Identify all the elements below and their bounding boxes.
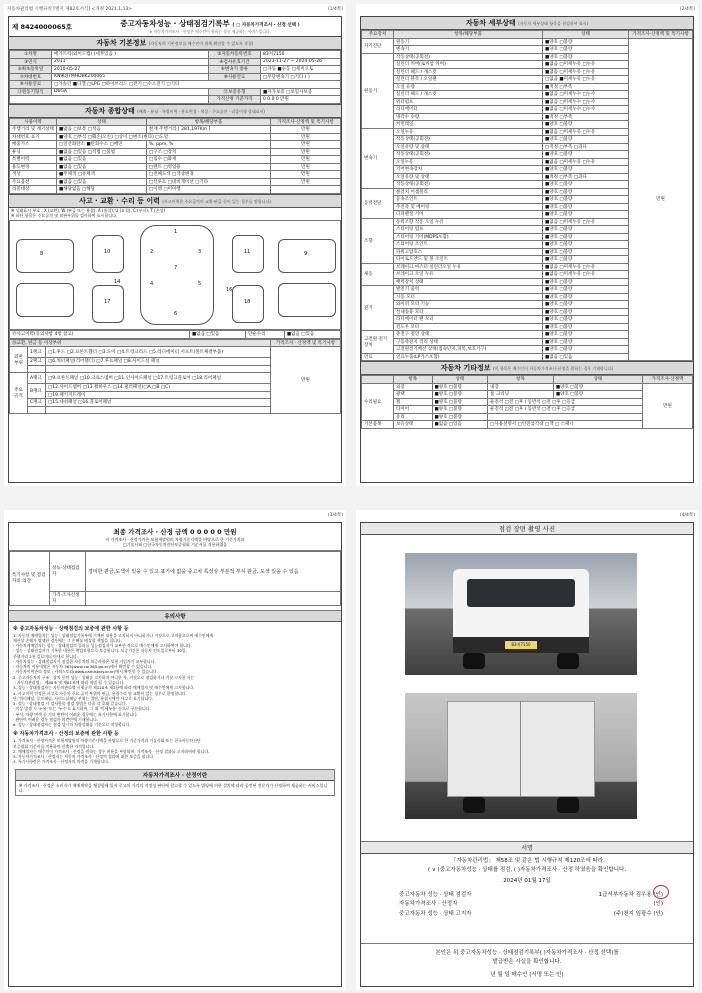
table-row: ⑪원동기형식 D6GA ⑫보증유형 ■자가보증 □보험사보증 xyxy=(10,88,341,96)
price-line: 1. 가격조사 · 산정가격은 보험개발원의 차량기준가액을 바탕으로 한 기준가격과 기술사회 또는 한국자동차진단 xyxy=(13,738,201,744)
item-status: ■없음 □미세누수 □누수 xyxy=(543,98,629,106)
item-status: ■양호 □불량 xyxy=(543,286,629,294)
item-status: ■양호 □불량 xyxy=(543,346,629,354)
car-side-left-icon xyxy=(16,239,74,273)
item-label: 변속기 xyxy=(394,46,543,54)
part-number: 11 xyxy=(244,249,251,256)
detail-header: 자동차 세부상태 (자동차 세부상태 항목을 점검하여 표시) xyxy=(361,17,693,30)
item-status: ■양호 □불량 xyxy=(543,196,629,204)
item-status: ■양호 □불량 xyxy=(543,331,629,339)
part-number: 7 xyxy=(174,265,178,272)
caution-line: · 판단이 어려운 경우 점검자 의견란에 기재합니다. xyxy=(13,716,99,722)
table-row: 외판부위 1랭크 □1.후드 □2.프론트휀더 □3.도어 □4.트렁크리드 □5.라디에이터 서포트(볼트체결부품) 만원 xyxy=(10,347,341,358)
table-row: 배출가스 □일산화탄소 ■탄화수소 □매연 %, ppm, % 만원 xyxy=(10,141,341,149)
item-status: ■없음 □미세누유 □누유 xyxy=(543,271,629,279)
item-status: ■양호 □불량 xyxy=(543,308,629,316)
receipt-line-3: 년 월 일 매수인 (서명 또는 인) xyxy=(490,971,564,978)
table-row: ⑲사고이력(유의사항 4항 참고) ■없음 □있음 단순수리 ■없음 □있음 xyxy=(10,331,341,339)
item-status: ■양호 □불량 xyxy=(543,53,629,61)
item-label: 오일유량 및 상태 xyxy=(394,143,543,151)
item-status: ■없음 □미세누유 □누유 xyxy=(543,263,629,271)
page-meta: 자동차관리법 시행규칙 [별지 제82호서식] <개정 2021.1.13> xyxy=(7,7,133,12)
item-label: 스티어링 조인트 xyxy=(394,241,543,249)
table-row: □19.패키지트레이 xyxy=(10,391,341,399)
price-box: 자동차가격조사 · 산정이란 ※ 가격조사 · 산정은 소비자가 매매계약을 체결함에 있어 중고차 가격의 적정성 판단에 참고할 수 있도록 법령에 의한 절차에 따라 공인된 전문가가 산정하여 제공하는 서비스입니다. xyxy=(15,769,335,796)
item-label: 스티어링 기어(MDPS포함) xyxy=(394,233,543,241)
truck-front-photo xyxy=(405,553,637,675)
form-frame xyxy=(8,16,342,483)
item-label: 시동 모터 xyxy=(394,293,543,301)
page-number: (3/4쪽) xyxy=(327,513,343,518)
item-status: ■양호 □불량 xyxy=(543,211,629,219)
caution-line: · 성능 · 상태점검자가 기록한 내용은 책임보험으로 보증합니다. 보증기간은 자동차 인도일로부터 30일, xyxy=(13,648,187,654)
summary-header: 자동차 종합상태 (배출 · 튜닝 · 특별이력 · 용도변경 · 색상 · 주요옵션 · 리콜이행 상태표시) xyxy=(9,104,341,118)
item-label: 파워고압호스 xyxy=(394,248,543,256)
item-label: 발전기 출력 xyxy=(394,286,543,294)
etc-header: 자동차 기타정보 (이 항목은 매수인이 자동차가격조사·산정을 원하는 경우 기재합니다) xyxy=(361,361,693,375)
item-status: ■양호 □불량 xyxy=(543,203,629,211)
doc-number: 제 8424000065호 xyxy=(12,23,73,31)
final-price: 최종 가격조사 · 산정 금액 0 0 0 0 0 만원 xyxy=(113,528,237,536)
accident-table xyxy=(9,330,341,339)
item-status: ■양호 □불량 xyxy=(543,241,629,249)
form-notice: ※ 자동차가격조사 · 산정은 매수인이 원하는 경우 제공하는 서비스입니다. xyxy=(149,29,271,34)
table-row: 주요골격 A랭크 □9.프론트패널 □10.크로스멤버 □11.인사이드패널 □17.트렁크플로어 □18.리어패널 xyxy=(10,373,341,384)
item-label: 냉각수 수량 xyxy=(394,113,543,121)
group-label: 조향 xyxy=(362,218,394,263)
item-status: ■없음 □미세누유 □누유 xyxy=(543,61,629,69)
item-label: 기어변속장치 xyxy=(394,166,543,174)
car-side-right-rear-icon xyxy=(278,283,336,317)
caution-line: · 자동차이력관리 정보 : 카히스토리(www.carhistory.or.kr)에서 확인할 수 있습니다. xyxy=(13,669,158,675)
form-frame xyxy=(8,522,342,987)
item-status: ■양호 □불량 xyxy=(543,316,629,324)
item-label: 디퍼렌셜 기어 xyxy=(394,211,543,219)
group-label: 고전원 전기장치 xyxy=(362,331,394,354)
form-frame xyxy=(360,522,694,987)
item-status: ■양호 □불량 xyxy=(543,338,629,346)
receipt-line-1: 본인은 위 중고자동차성능 · 상태점검기록부( )자동차가격조사 · 산정 선택)를 xyxy=(435,950,619,956)
table-row: ⑨사용연료 □가솔린 ■디젤 □LPG □하이브리드 □전기 □수소전기 □기타 xyxy=(10,81,341,89)
seal-stamp-icon xyxy=(653,885,669,899)
item-label: 워터펌프 xyxy=(394,98,543,106)
table-row: ⑤최초등록일 2010-05-27 ⑥변속기 종류 □자동 ■수동 □세미오토 xyxy=(10,66,341,74)
group-label: 원동기 xyxy=(362,53,394,128)
receipt-line-2: 발급받은 사실을 확인합니다. xyxy=(492,959,562,966)
item-label: 타이로드엔드 및 볼 조인트 xyxy=(394,256,543,264)
item-status: ■양호 □불량 xyxy=(543,151,629,159)
item-label: 실린더 블록 / 오일팬 xyxy=(394,76,543,84)
table-row: 색상 ■무채색 □유채색 □전체도색 □색상변경 만원 xyxy=(10,171,341,179)
table-row: 주행거리 및 계기상태 ■많음 □보통 □적음 현재 주행거리 [ 281,197Km ] 만원 xyxy=(10,126,341,134)
item-status: ■없음 □미세누유 □누유 xyxy=(543,68,629,76)
table-row: 2랭크 □6.쿼터패널(리어휀더) □7.루프패널 □8.사이드실 패널 xyxy=(10,358,341,366)
caution-line: 2. 중고자동차의 구조 · 장치 등의 성능 · 상태를 고지하지 아니한 자, 거짓으로 점검하거나 거짓 고지한 자는 xyxy=(13,674,195,680)
item-status: ■양호 □불량 xyxy=(543,136,629,144)
item-label: 실린더 커버(로커암 커버) xyxy=(394,61,543,69)
part-number: 16 xyxy=(226,287,233,294)
table-row: ③연식 2011 ④검사유효기간 2023-11-27 ~ 2024-05-26 xyxy=(10,58,341,66)
part-number: 1 xyxy=(174,229,178,236)
table-row: B랭크 □12.사이드멤버 □13.휠하우스 □14.필러패널(□A □B □C) xyxy=(10,384,341,392)
item-status: ■없음 □미세누유 □누유 xyxy=(543,128,629,136)
car-diagram xyxy=(9,220,341,330)
item-status: ■양호 □불량 xyxy=(543,181,629,189)
item-status: □없음 ■미세누유 □누유 xyxy=(543,76,629,84)
car-side-left-rear-icon xyxy=(16,283,74,317)
item-status: ■양호 □불량 xyxy=(543,293,629,301)
item-label: 실린더 헤드 / 개스킷 xyxy=(394,91,543,99)
item-label: 브레이크 마스터 실린더오일 누유 xyxy=(394,263,543,271)
item-status: ■없음 □미세누수 □누수 xyxy=(543,106,629,114)
group-label: 제동 xyxy=(362,263,394,286)
law-line-1: 「자동차관리법」 제58조 및 같은 법 시행규칙 제120조에 따라 xyxy=(450,858,604,864)
table-row: C랭크 □15.대쉬패널 □16.플로어패널 xyxy=(10,399,341,407)
item-status: ■양호 □불량 xyxy=(543,233,629,241)
item-status: ■적정 □부족 xyxy=(543,113,629,121)
item-label: 구동축전지 격리 상태 xyxy=(394,338,543,346)
caution-line: 6. 성능 · 상태점검자는 점검 당시의 차량상태를 기준으로 작성합니다. xyxy=(13,722,131,728)
item-status: ■없음 □미세누유 □누유 xyxy=(543,158,629,166)
price-cell: 만원 xyxy=(629,38,693,361)
item-status: □적정 □부족 □과다 xyxy=(543,143,629,151)
table-row: 차대번호 표기 ■양호 □부식 □훼손(오손) □상이 □변조(변타) □도말 만원 xyxy=(10,133,341,141)
item-label: 커먼레일 xyxy=(394,121,543,129)
caution-title: 유의사항 xyxy=(9,610,341,622)
caution-line: 1. 자동차 매매업자는 성능 · 상태점검기록부에 기재된 내용을 고지하지 아니하거나 거짓으로 고지함으로써 매수인에게 xyxy=(13,632,214,638)
item-label: 추진축 및 베어링 xyxy=(394,203,543,211)
form-title: 중고자동차성능 · 상태점검기록부 xyxy=(120,19,230,28)
page-3 xyxy=(4,510,346,990)
final-note: 이 가격조사 · 산정가격은 보험개발원의 차량기준가액을 바탕으로 한 기준가격과 xyxy=(105,537,245,542)
item-label: 원동기 xyxy=(394,38,543,46)
table-row: 수리필요 외장 ■양호 □불량 내장 ■양호 □불량 만원 xyxy=(362,383,693,391)
table-row: ①차명 메가트럭(와이드캡) (세무있음 ) ②자동차등록번호 83저7150 xyxy=(10,51,341,59)
table-row: ⑦차대번호 KN9DJ7MHDBKZ00065 ⑧사용연료 □무단변속기 □기타 ( ) xyxy=(10,73,341,81)
detail-table: 주요장치 항목/해당부품 상태 가격조사·산정액 및 특기사항 자기진단 원동기 ■양호 □불량 만원 변속기 ■양호 □불량 원동기 작동상태(공회전) ■양호 □불량 실린더 커버(로커암 커버) ■없음 □미세누유 □누유 실린더 헤드 / 개스킷 ■없음 □미세누유 □누유 실린더 블록 / 오일팬 □없음 ■미세누유 □누유 오일 유량 ■적정 □부족 실린더 헤드 / 개스킷 ■없음 □미세누수 □누수 워터펌프 ■없음 □미세누수 □누수 라디에이터 ■없음 □미세누수 □누수 냉각수 수량 ■적정 □부족 커먼레일 ■양호 □불량 변속기 오일누유 ■없음 □미세누유 □누유 작동상태(공회전) ■양호 □불량 오일유량 및 상태 □적정 □부족 □과다 작동상태(공회전) ■양호 □불량 오일누유 ■없음 □미세누유 □누유 기어변속장치 ■양호 □불량 오일유량 및 상태 ■적정 □부족 □과다 작동상태(공회전) ■양호 □불량 동력전달 클러치 어셈블리 ■양호 □불량 등속조인트 ■양호 □불량 추진축 및 베어링 ■양호 □불량 디퍼렌셜 기어 ■양호 □불량 조향 동력조향 작동 오일 누유 ■없음 □미세누유 □누유 스티어링 펌프 ■양호 □불량 스티어링 기어(MDPS포함) ■양호 □불량 스티어링 조인트 ■양호 □불량 파워고압호스 ■양호 □불량 타이로드엔드 및 볼 조인트 ■양호 □불량 제동 브레이크 마스터 실린더오일 누유 ■없음 □미세누유 □누유 브레이크 오일 누유 ■없음 □미세누유 □누유 배력장치 상태 ■양호 □불량 전기 발전기 출력 ■양호 □불량 시동 모터 ■양호 □불량 와이퍼 모터 기능 ■양호 □불량 실내송풍 모터 ■양호 □불량 라디에이터 팬 모터 ■양호 □불량 윈도우 모터 ■양호 □불량 고전원 전기장치 충전구 절연 상태 ■양호 □불량 구동축전지 격리 상태 ■양호 □불량 고전원전기배선 상태(접속단자,피복,보호기구) ■양호 □불량 연료 연료누출(LP가스포함) ■없음 □있음 xyxy=(361,30,693,361)
page-number: (1/4쪽) xyxy=(327,7,343,12)
item-label: 고전원전기배선 상태(접속단자,피복,보호기구) xyxy=(394,346,543,354)
caution-line: · 자동차매매업자는 성능 · 상태점검의 결과를 성능점검자가 교부한 것으로 매수인에게 고지하여야 합니다. xyxy=(13,643,192,649)
table-row: 가격산정 기준가격 0 0 0 0 만원 xyxy=(10,96,341,104)
item-label: 오일누유 xyxy=(394,128,543,136)
price-subtitle: ※ 자동차가격조사 · 산정의 보증에 관한 사항 등 xyxy=(13,731,119,738)
law-line-2: ( ∨ )중고자동차성능 · 상태를 점검, ( )자동차가격조사 · 산정 하였음을 확인합니다. xyxy=(427,866,627,873)
item-label: 작동상태(공회전) xyxy=(394,136,543,144)
table-row xyxy=(362,38,693,46)
table-row: 가격·조사산정자 xyxy=(10,591,341,605)
table-row: 튜닝 ■없음 □있음 □적법 □불법 □구조 □장치 만원 xyxy=(10,148,341,156)
item-label: 작동상태(공회전) xyxy=(394,151,543,159)
basic-info-header: 자동차 기본정보 (자동차의 기본정보를 매수인이 쉽게 확인할 수 있도록 작성) xyxy=(9,37,341,50)
item-label: 작동상태(공회전) xyxy=(394,53,543,61)
item-label: 오일유량 및 상태 xyxy=(394,173,543,181)
part-number: 9 xyxy=(304,251,308,258)
item-label: 라디에이터 팬 모터 xyxy=(394,316,543,324)
license-plate: 83저7150 xyxy=(505,641,537,649)
part-number: 4 xyxy=(150,281,154,288)
special-table xyxy=(9,551,341,606)
part-number: 2 xyxy=(150,249,154,256)
caution-subtitle: ※ 중고자동차성능 · 상태점검의 보증에 관한 사항 등 xyxy=(13,625,129,632)
item-status: ■없음 □있음 xyxy=(543,353,629,361)
table-row: 휠 ■양호 □불량 운전석 □전 □후 / 동반석 □전 □후 □응급 xyxy=(362,398,693,406)
caution-line: 3. 성능 · 상태점검자는 자동차관리법 시행규칙 제120조 제2항에 따라 매매업자 및 매수인에게 고지합니다. xyxy=(13,685,195,691)
group-label: 전기 xyxy=(362,286,394,331)
item-status: ■양호 □불량 xyxy=(543,278,629,286)
part-number: 17 xyxy=(104,299,111,306)
etc-table: 항목 상태 항목 상태 가격조사·산정액 수리필요 외장 ■양호 □불량 내장 ■양호 □불량 만원 광택 ■양호 □불량 룸 크리닝 ■양호 □불량 휠 ■양호 □불량 운전석 □전 □후 / 동반석 □전 □후 □응급 타이어 ■양호 □불량 운전석 □전 □후 / 동반석 □전 □후 □응급 유리 ■양호 □불량 기본품목 보유상태 ■없음 □있음 □사용설명서 □안전삼각대 □잭 □ 스패너 xyxy=(361,375,693,429)
exchange-table: ⑳교환, 판금 등 이상부위 가격조사 · 산정액 및 특기사항 외판부위 1랭크 □1.후드 □2.프론트휀더 □3.도어 □4.트렁크리드 □5.라디에이터 서포트(볼트체결부품) 만원 2랭크 □6.쿼터패널(리어휀더) □7.루프패널 □8.사이드실 패널 주요골격 A랭크 □9.프론트패널 □10.크로스멤버 □11.인사이드패널 □17.트렁크플로어 □18.리어패널 B랭크 □12.사이드멤버 □13.휠하우스 □14.필러패널(□A □B □C) □19.패키지트레이 C랭크 □15.대쉬패널 □16.플로어패널 xyxy=(9,339,341,415)
part-number: 18 xyxy=(244,299,251,306)
item-label: 와이퍼 모터 기능 xyxy=(394,301,543,309)
item-status: ■양호 □불량 xyxy=(543,46,629,54)
table-row: 주요옵션 ■없음 □있음 □선루프 □네비게이션 □기타 만원 xyxy=(10,178,341,186)
group-label: 연료 xyxy=(362,353,394,361)
item-label: 등속조인트 xyxy=(394,196,543,204)
truck-rear-photo xyxy=(405,693,637,819)
page-2 xyxy=(356,4,698,486)
title-options: ( □ 자동차가격조사 · 산정 선택 ) xyxy=(232,23,300,28)
item-status: ■양호 □불량 xyxy=(543,248,629,256)
price-line: 4. 특기사항란은 가격조사 · 산정자의 의견을 기재합니다. xyxy=(13,759,110,765)
item-status: ■없음 □미세누유 □누유 xyxy=(543,218,629,226)
item-label: 실내송풍 모터 xyxy=(394,308,543,316)
caution-line: · 자동차의 이용내역은 자동차 365(www.car365.go.kr)에서 확인할 수 있습니다. xyxy=(13,664,153,670)
item-status: ■적정 □부족 □과다 xyxy=(543,173,629,181)
signer-notifier-value: (주)천지 임광수 (인) xyxy=(613,910,663,917)
summary-table: 사용이력 상태 항목/해당부품 가격조사·산정액 및 특기사항 주행거리 및 계기상태 ■많음 □보통 □적음 현재 주행거리 [ 281,197Km ] 만원 차대번호 표기 ■양호 □부식 □훼손(오손) □상이 □변조(변타) □도말 만원 배출가스 □일산화탄소 ■탄화수소 □매연 %, ppm, % 만원 튜닝 ■없음 □있음 □적법 □불법 □구조 □장치 만원 특별이력 ■없음 □있음 □침수 □화재 만원 용도변경 ■없음 □있음 □렌트 □영업용 만원 색상 ■무채색 □유채색 □전체도색 □색상변경 만원 주요옵션 ■없음 □있음 □선루프 □네비게이션 □기타 만원 리콜대상 ■해당없음 □해당 □이행 □미이행 xyxy=(9,118,341,194)
item-label: 클러치 어셈블리 xyxy=(394,188,543,196)
page-number: (4/4쪽) xyxy=(679,513,695,518)
signer-appraiser-value: (인) xyxy=(653,901,663,908)
photo-title: 점검 장면 촬영 사진 xyxy=(361,523,693,535)
form-frame xyxy=(360,16,694,483)
part-number: 6 xyxy=(174,311,178,318)
caution-line: 주행거리 2천 킬로미터 이내로 합니다. xyxy=(13,653,79,659)
table-row: 타이어 ■양호 □불량 운전석 □전 □후 / 동반석 □전 □후 □응급 xyxy=(362,406,693,414)
item-label: 동력조향 작동 오일 누유 xyxy=(394,218,543,226)
caution-text xyxy=(9,633,341,728)
caution-line: · 부식, 차량 변색 등 기타 판단이 어려운 경우에는 특기사항에 표기합니다. xyxy=(13,711,139,717)
status-legend-2: ※ 하단 항목은 주요골격 및 외판부위를 검사하여 표시합니다. xyxy=(11,213,118,219)
item-label: 윈도우 모터 xyxy=(394,323,543,331)
sign-title: 서명 xyxy=(361,841,693,854)
item-label: 실린더 헤드 / 개스킷 xyxy=(394,68,543,76)
item-status: ■양호 □불량 xyxy=(543,166,629,174)
part-number: 8 xyxy=(40,251,44,258)
group-label: 자기진단 xyxy=(362,38,394,53)
part-number: 5 xyxy=(198,281,202,288)
signer-inspector-label: 중고자동차 성능 · 상태 점검자 xyxy=(399,892,472,898)
item-status: ■양호 □불량 xyxy=(543,121,629,129)
item-label: 스티어링 펌프 xyxy=(394,226,543,234)
table-row: 리콜대상 ■해당없음 □해당 □이행 □미이행 xyxy=(10,186,341,194)
signer-appraiser-label: 자동차가격조사 · 산정자 xyxy=(399,901,458,908)
caution-line: 「자동차관리법」 제80조 및 제81조에 따라 처벌 될 수 있습니다. xyxy=(13,679,125,685)
part-number: 3 xyxy=(198,249,202,256)
item-label: 오일누유 xyxy=(394,158,543,166)
price-line: 2. 매매업자는 매수인이 가격조사 · 산정을 원하는 경우 비용을 부담하며, 가격조사 · 산정 결과를 고지하여야 합니다. xyxy=(13,748,210,754)
price-line: 보증협회 기준서를 적용하여 산출한 가격입니다. xyxy=(13,743,95,749)
caution-line: 4. 사고이력 인정은 사고로 자동차 주요 골격 부위의 판금, 용접수리 및 교환이 있는 경우로 한정합니다. xyxy=(13,690,187,696)
item-label: 작동상태(공회전) xyxy=(394,181,543,189)
item-label: 브레이크 오일 누유 xyxy=(394,271,543,279)
page-4 xyxy=(356,510,698,990)
item-status: ■양호 □불량 xyxy=(543,256,629,264)
status-legend: ※ 상태표시 부호 : X (교환), W (판금 또는 용접), A (흠집), U (요철), C (부식), T (손상) xyxy=(11,207,166,213)
table-row: 기본품목 보유상태 ■없음 □있음 □사용설명서 □안전삼각대 □잭 □ 스패너 xyxy=(362,421,693,429)
page-1 xyxy=(4,4,346,486)
caution-line: 5. 성능 · 상태점검 시 검사항목 점검 방법은 다음 각 호와 같습니다. xyxy=(13,701,127,707)
item-label: 배력장치 상태 xyxy=(394,278,543,286)
table-row: 용도변경 ■없음 □있음 □렌트 □영업용 만원 xyxy=(10,163,341,171)
basic-info-table xyxy=(9,50,341,104)
price-text xyxy=(9,738,341,764)
item-status: ■양호 □불량 xyxy=(543,38,629,46)
caution-line: 재산상 손해가 발생한 경우에는 그 손해를 배상할 책임을 집니다. xyxy=(13,637,122,643)
item-label: 연료누출(LP가스포함) xyxy=(394,353,543,361)
item-status: ■양호 □불량 xyxy=(543,226,629,234)
table-row: 유리 ■양호 □불량 xyxy=(362,413,693,421)
signer-inspector-value: 1급서부자동차 김우용 (인) xyxy=(598,892,663,898)
item-status: ■양호 □불량 xyxy=(543,188,629,196)
final-options: □기술사회 □한국자동차진단보증협회 기준서를 적용하였음 xyxy=(122,541,228,547)
table-row: 특기사항 및 점검자의 의견 성능·상태점검자 경미한 판금,도색이 있을 수 있고 표기에 없을 중고차 특성상 부분적 부식 판금, 도색 있을 수 있음 xyxy=(10,551,341,591)
accident-header: 사고 · 교환 · 수리 등 이력 (사고이력은 주요골격의 교환·판금 등이 있는 경우를 말합니다) xyxy=(9,194,341,208)
page-number: (2/4쪽) xyxy=(679,7,695,12)
item-label: 충전구 절연 상태 xyxy=(394,331,543,339)
sign-date: 2024년 01월 17일 xyxy=(503,877,551,884)
caution-line: · 자동차성능 · 상태점검자가 점검한 자동차의 보증사항은 보험 가입자가 교부합니다. xyxy=(13,658,156,664)
caution-line: · 이상 발생 시 '누유' 또는 '누수'로 표기하며, 그 외 '미세누유' 등으로 구분합니다. xyxy=(13,706,151,712)
caution-line: 단, 쿼터패널, 루프패널, 사이드실패널 부위는 절단, 용접시에만 사고로 표기합니다. xyxy=(13,695,154,701)
table-row: 광택 ■양호 □불량 룸 크리닝 ■양호 □불량 xyxy=(362,391,693,399)
group-label: 변속기 xyxy=(362,128,394,188)
item-label: 라디에이터 xyxy=(394,106,543,114)
group-label: 동력전달 xyxy=(362,188,394,218)
car-top-icon xyxy=(140,225,214,325)
price-line: 3. 자동차가격조사 · 산정자는 자동차 가격조사 · 산정의 결과에 대한 보증을 합니다. xyxy=(13,754,155,760)
item-label: 오일 유량 xyxy=(394,83,543,91)
table-row: 특별이력 ■없음 □있음 □침수 □화재 만원 xyxy=(10,156,341,164)
item-status: ■적정 □부족 xyxy=(543,83,629,91)
part-number: 14 xyxy=(114,279,121,286)
item-status: ■없음 □미세누수 □누수 xyxy=(543,91,629,99)
item-status: ■양호 □불량 xyxy=(543,301,629,309)
signer-notifier-label: 중고자동차 성능 · 상태 고지자 xyxy=(399,910,472,917)
item-status: ■양호 □불량 xyxy=(543,323,629,331)
part-number: 10 xyxy=(104,249,111,256)
